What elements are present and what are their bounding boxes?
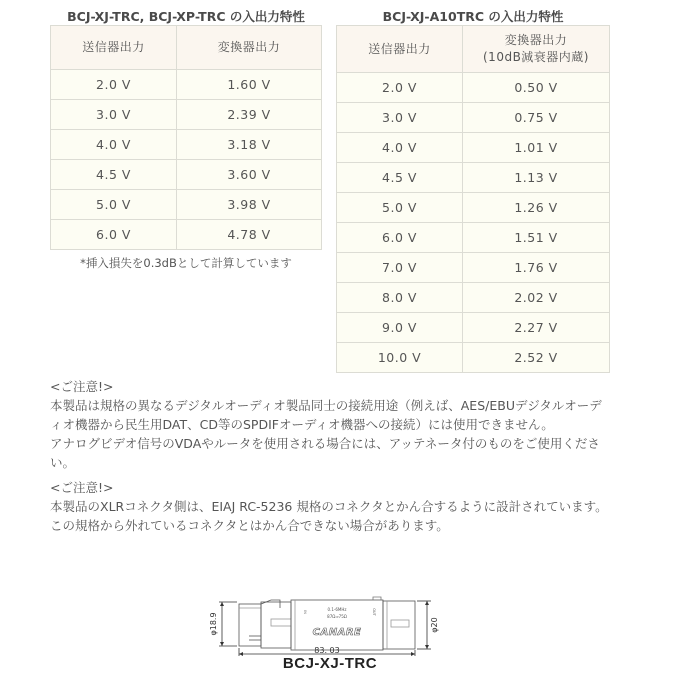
cell-input: 8.0 V <box>337 283 463 313</box>
cell-output: 1.01 V <box>463 133 610 163</box>
cell-input: 6.0 V <box>51 220 177 250</box>
cell-input: 2.0 V <box>337 73 463 103</box>
cell-output: 0.50 V <box>463 73 610 103</box>
label-side-out: OUT <box>372 608 376 616</box>
table-row <box>51 70 322 100</box>
dim-left-diameter: φ18.9 <box>209 612 218 636</box>
table-row <box>337 223 610 253</box>
cell-output: 2.39 V <box>177 100 322 130</box>
table-row <box>51 220 322 250</box>
table-row <box>51 130 322 160</box>
cell-output: 2.52 V <box>463 343 610 373</box>
cell-input: 4.0 V <box>51 130 177 160</box>
connector-drawing <box>205 596 445 656</box>
col-header-converter-output-line2: (10dB減衰器内蔵) <box>483 50 589 64</box>
table2-caption: BCJ-XJ-A10TRC の入出力特性 <box>382 9 564 24</box>
cell-input: 2.0 V <box>51 70 177 100</box>
cell-input: 5.0 V <box>337 193 463 223</box>
cell-output: 3.18 V <box>177 130 322 160</box>
table-row <box>337 73 610 103</box>
caution-notes <box>50 377 610 539</box>
caution-paragraph: アナログビデオ信号のVDAやルータを使用される場合には、アッテネータ付のものをご使用ください。 <box>50 436 600 470</box>
dim-right-diameter: φ20 <box>430 617 439 633</box>
table1-footnote: *挿入損失を0.3dBとして計算しています <box>80 256 292 270</box>
caution-heading: <ご注意!> <box>50 379 114 394</box>
col-header-converter-output <box>463 26 610 73</box>
cell-input: 10.0 V <box>337 343 463 373</box>
cell-output: 3.98 V <box>177 190 322 220</box>
table-row <box>337 313 610 343</box>
cell-output: 1.76 V <box>463 253 610 283</box>
table-row <box>337 283 610 313</box>
brand-logo: CANARE <box>312 627 362 638</box>
cell-output: 4.78 V <box>177 220 322 250</box>
cell-input: 9.0 V <box>337 313 463 343</box>
cell-input: 4.5 V <box>51 160 177 190</box>
cell-output: 1.51 V <box>463 223 610 253</box>
cell-output: 1.13 V <box>463 163 610 193</box>
cell-output: 1.26 V <box>463 193 610 223</box>
caution-paragraph: 本製品のXLRコネクタ側は、EIAJ RC-5236 規格のコネクタとかん合するように設計されています。この規格から外れているコネクタとはかん合できない場合があります。 <box>50 499 608 533</box>
cell-output: 3.60 V <box>177 160 322 190</box>
label-frequency: 0.1-6MHz <box>327 607 347 612</box>
label-side-in: IN <box>303 610 307 614</box>
cell-input: 7.0 V <box>337 253 463 283</box>
cell-output: 2.02 V <box>463 283 610 313</box>
col-header-converter-output: 変換器出力 <box>177 26 322 70</box>
caution-paragraph: 本製品は規格の異なるデジタルオーディオ製品同士の接続用途（例えば、AES/EBUデジタルオーディオ機器から民生用DAT、CD等のSPDIFオーディオ機器への接続）には使用できません。 <box>50 398 602 432</box>
cell-output: 1.60 V <box>177 70 322 100</box>
cell-input: 5.0 V <box>51 190 177 220</box>
cell-input: 3.0 V <box>51 100 177 130</box>
model-label: BCJ-XJ-TRC <box>282 655 378 672</box>
table-row <box>337 163 610 193</box>
cell-input: 4.0 V <box>337 133 463 163</box>
cell-output: 0.75 V <box>463 103 610 133</box>
dim-length: 83. 03 <box>314 646 340 655</box>
table-row <box>337 133 610 163</box>
io-table-2 <box>336 25 610 373</box>
cell-output: 2.27 V <box>463 313 610 343</box>
table-row <box>337 253 610 283</box>
io-table-1 <box>50 25 322 250</box>
cell-input: 6.0 V <box>337 223 463 253</box>
table-row <box>337 103 610 133</box>
col-header-converter-output-line1: 変換器出力 <box>504 33 568 47</box>
table-row <box>51 190 322 220</box>
table-row <box>337 193 610 223</box>
col-header-transmitter-output: 送信器出力 <box>337 26 463 73</box>
caution-heading: <ご注意!> <box>50 480 114 495</box>
table-row <box>51 160 322 190</box>
table1-caption: BCJ-XJ-TRC, BCJ-XP-TRC の入出力特性 <box>67 9 305 24</box>
table-row <box>51 100 322 130</box>
cell-input: 3.0 V <box>337 103 463 133</box>
cell-input: 4.5 V <box>337 163 463 193</box>
col-header-transmitter-output: 送信器出力 <box>51 26 177 70</box>
table-row <box>337 343 610 373</box>
label-impedance: 87Ω⇒75Ω <box>327 614 347 619</box>
